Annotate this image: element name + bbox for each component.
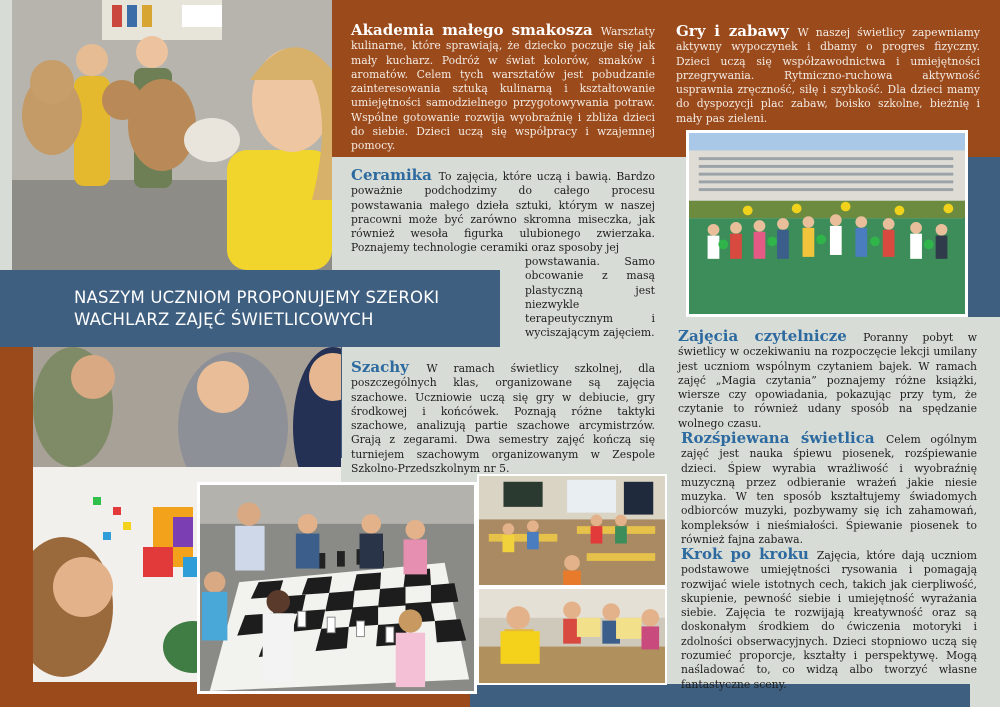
section-szachy	[351, 360, 655, 476]
photo-giant-chess	[197, 482, 477, 694]
section-zajecia-czytelnicze	[678, 329, 977, 431]
szachy-title: Szachy	[351, 358, 427, 376]
section-rozspiewana-swietlica	[681, 431, 977, 547]
section-akademia	[351, 23, 655, 154]
banner-line-1: NASZYM UCZNIOM PROPONUJEMY SZEROKI	[74, 288, 440, 307]
photo-group-on-sports-field	[686, 130, 968, 317]
szachy-body: W ramach świetlicy szkolnej, dla poszczególnych klas, organizowane są zajęcia szachowe. Uczniowie uczą się gry w debiucie, gry środkowej i końcówek. Poznają różne taktyki szachowe, analizują partie szachowe arcymistrzów. Grają z zegarami. Dwa semestry zajęć kończą się turniejem szachowym organizowanym w Zespole Szkolno-Przedszkolnym nr 5.	[351, 362, 655, 476]
rozspiewana-title: Rozśpiewana świetlica	[681, 429, 886, 447]
akademia-body: Warsztaty kulinarne, które sprawiają, że dziecko poczuje się jak mały kucharz. Podróż w świat kolorów, smaków i aromatów. Celem tych warsztatów jest pobudzanie zainteresowania sztuką kulinarną i kształtowanie umiejętności samodzielnego przygotowywania potraw. Wspólne gotowanie rozwija wyobraźnię i zbliża dzieci do siebie. Dzieci uczą się współpracy i wzajemnej pomocy.	[351, 25, 655, 153]
gry-title: Gry i zabawy	[676, 22, 798, 40]
section-gry-i-zabawy	[676, 24, 980, 126]
rozspiewana-body: Celem ogólnym zajęć jest nauka śpiewu piosenek, rozśpiewanie dzieci. Śpiew wyrabia wrażliwość i wyobraźnię muzyczną przez odbieranie wrażeń jakie niesie muzyka. W ten sposób kształtujemy świadomych odbiorców muzyki, pozbywamy się ich zahamowań, kompleksów i nieśmiałości. Śpiewanie piosenek to również fajna zabawa.	[681, 433, 977, 547]
ceramika-body-a: To zajęcia, które uczą i bawią. Bardzo poważnie podchodzimy do całego procesu powstawania małego dzieła sztuki, którym w naszej pracowni może być zarówno skromna miseczka, jak również wesoła figurka ulubionego zwierzaka. Poznajemy technologie ceramiki oraz sposoby jej	[351, 170, 655, 255]
section-krok-po-kroku	[681, 547, 977, 692]
section-ceramika-continued	[525, 255, 655, 341]
photo-kids-with-teddy-bears	[12, 0, 332, 270]
czytelnicze-title: Zajęcia czytelnicze	[678, 327, 864, 345]
photo-classroom	[477, 474, 667, 587]
krok-title: Krok po kroku	[681, 545, 817, 563]
akademia-title: Akademia małego smakosza	[351, 21, 601, 39]
czytelnicze-body: Poranny pobyt w świetlicy w oczekiwaniu na rozpoczęcie lekcji umilany jest uczniom wspólnym czytaniem bajek. W ramach zajęć „Magia czytania” poznajemy różne książki, wiersze czy opowiadania, pokazując przy tym, że czytanie to również udany sposób na spędzanie wolnego czasu.	[678, 331, 977, 430]
ceramika-body-b: powstawania. Samo obcowanie z masą plastyczną jest niezwykle terapeutycznym i wyciszającym zajęciem.	[525, 255, 655, 340]
banner-line-2: WACHLARZ ZAJĘĆ ŚWIETLICOWYCH	[74, 310, 374, 329]
gry-body: W naszej świetlicy zapewniamy aktywny wypoczynek i dbamy o progres fizyczny. Dzieci uczą się współzawodnictwa i umiejętności przegrywania. Rytmiczno-ruchowa aktywność usprawnia zręczność, siłę i szybkość. Dla dzieci mamy do dyspozycji plac zabaw, boisko szkolne, bieżnię i mały pas zieleni.	[676, 26, 980, 125]
right-slate-strip	[963, 157, 1000, 317]
ceramika-title: Ceramika	[351, 166, 439, 184]
banner	[0, 270, 500, 347]
section-ceramika	[351, 168, 655, 256]
krok-body: Zajęcia, które dają uczniom podstawowe umiejętności rysowania i pomagają rozwijać wiele istotnych cech, takich jak cierpliwość, skupienie, pewność siebie i umiejętność wyrażania siebie. Zajęcia te rozwijają kreatywność oraz są doskonałym środkiem do ćwiczenia motoryki i zdolności obserwacyjnych. Dzieci stopniowo uczą się rozumieć proporcje, kształty i perspektywę. Mogą naśladować to, co widzą albo tworzyć własne fantastyczne sceny.	[681, 549, 977, 691]
photo-drawing-class	[477, 587, 667, 685]
